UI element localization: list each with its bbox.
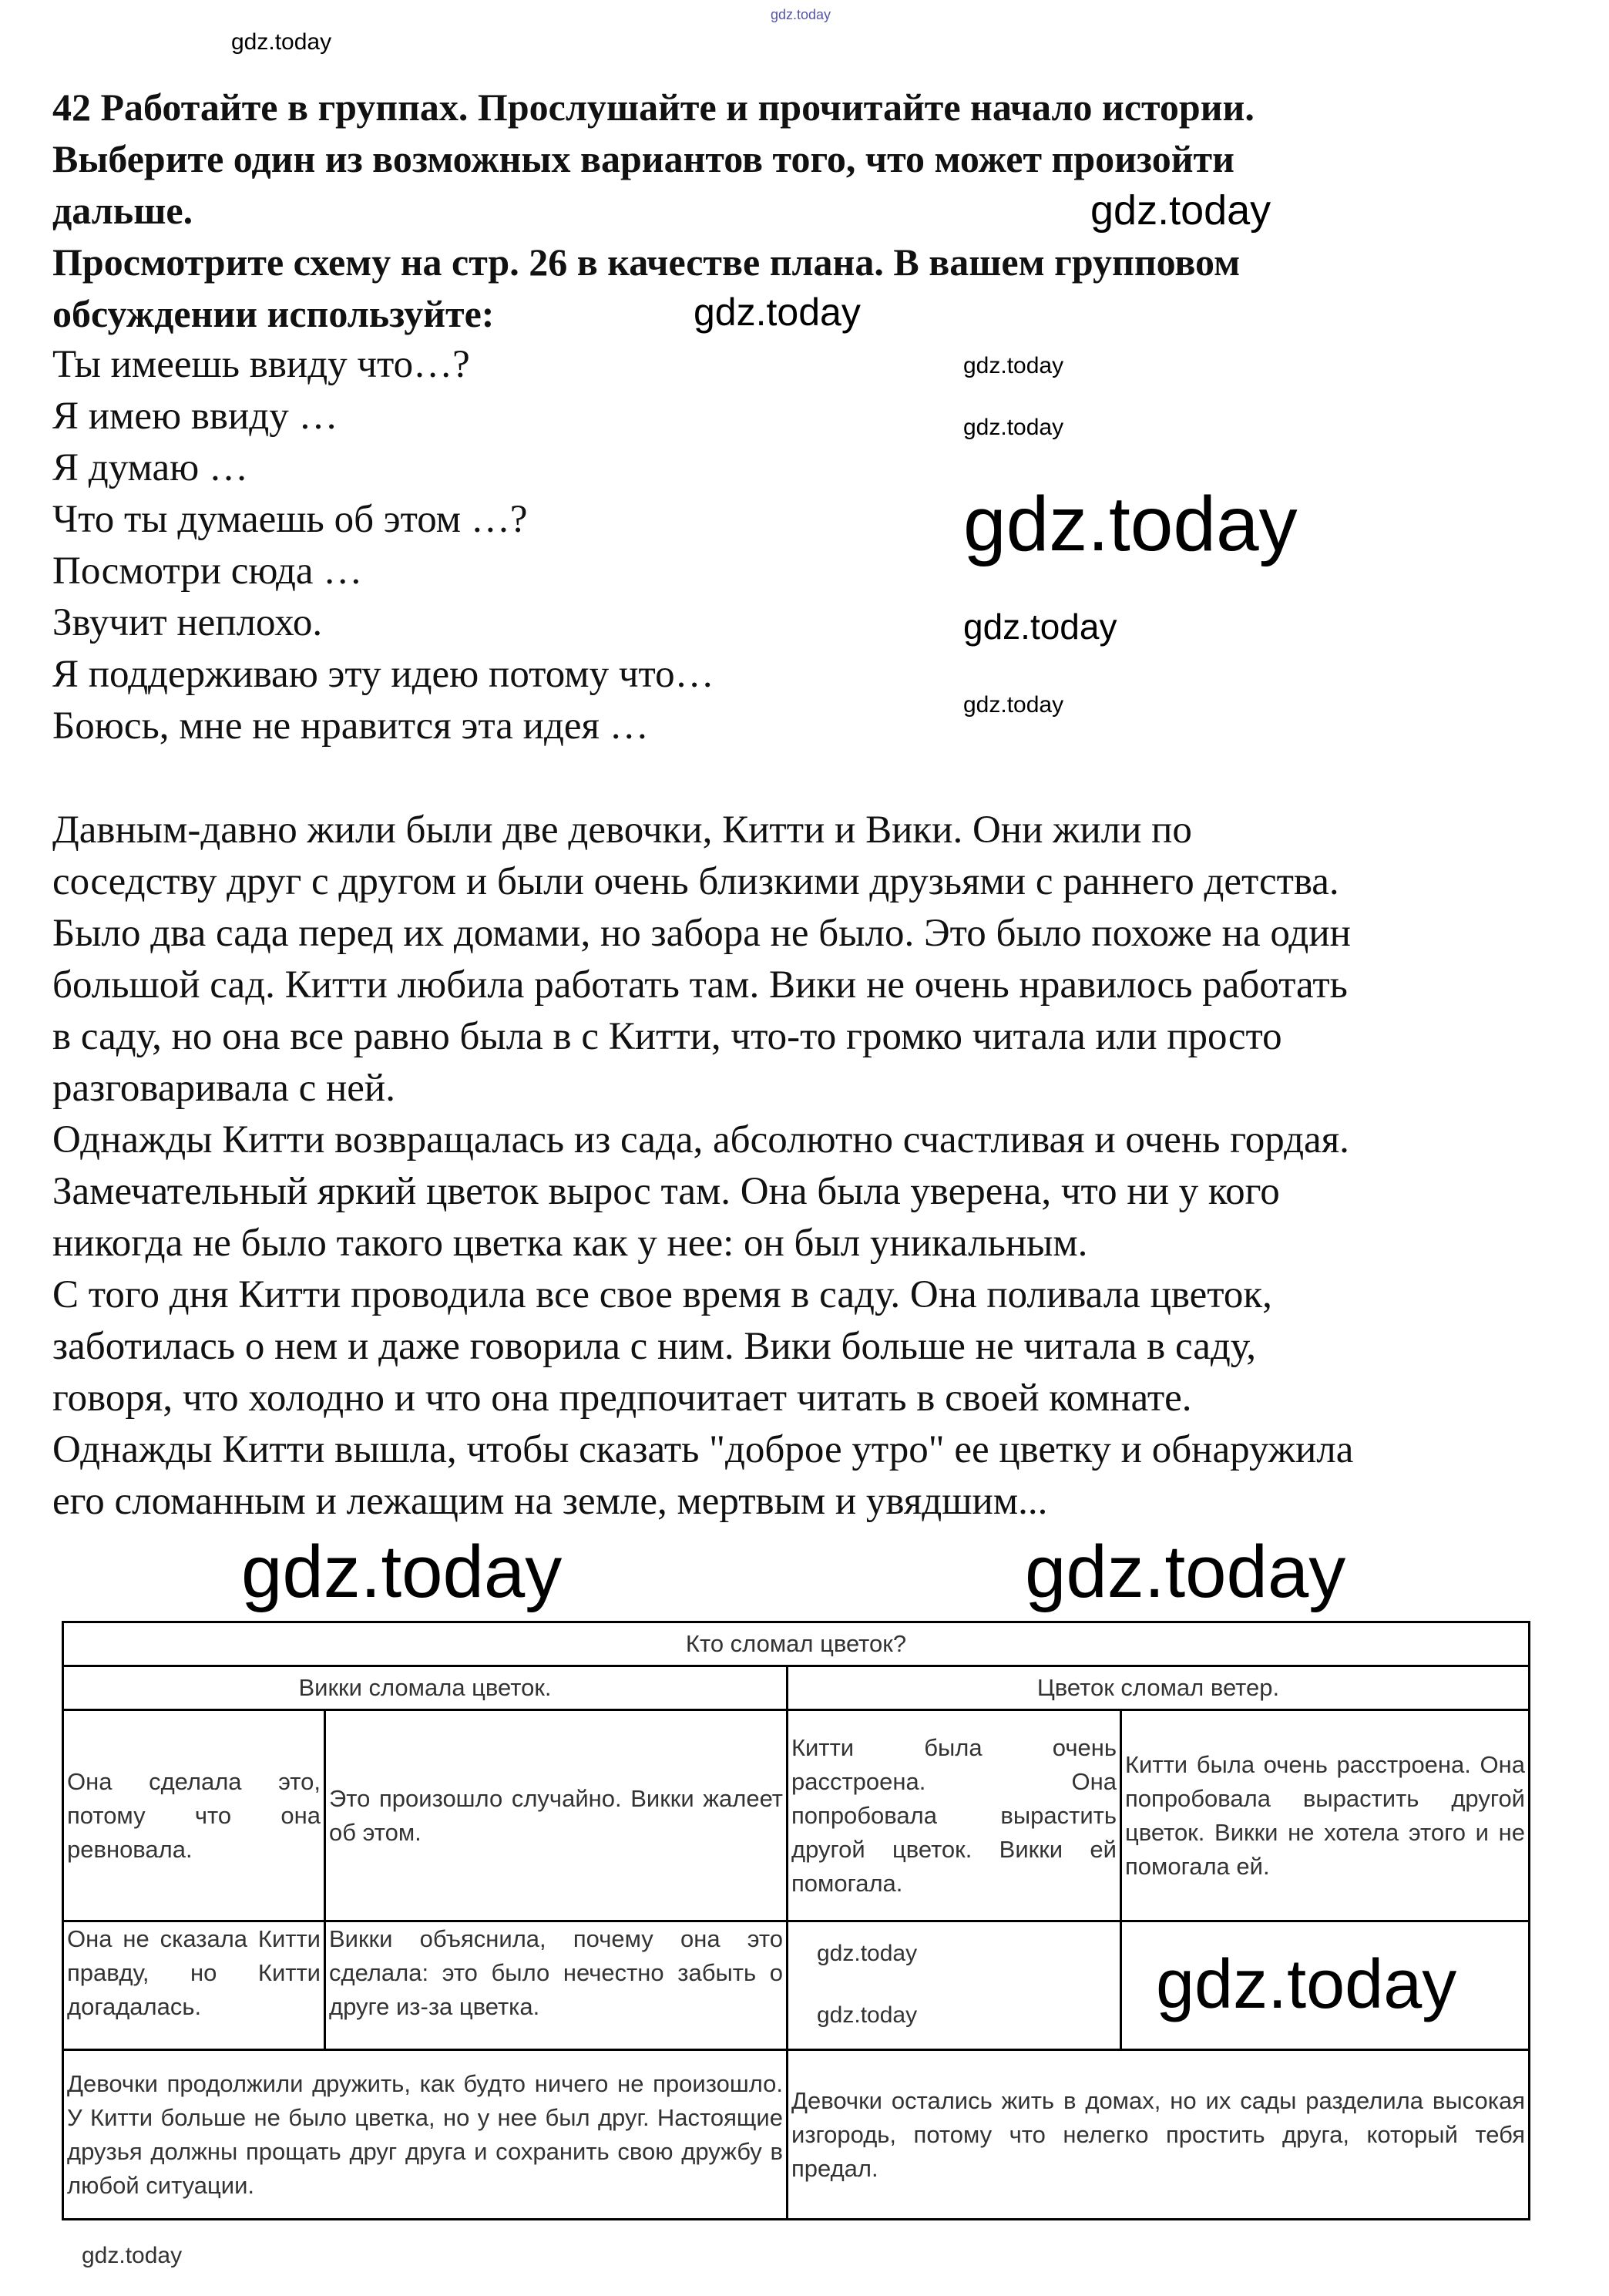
phrase: Я поддерживаю эту идею потому что… xyxy=(52,653,714,696)
watermark: gdz.today xyxy=(817,2002,918,2028)
table-cell: Девочки остались жить в домах, но их сады разделила высокая изгородь, потому что нелегко простить друга, который тебя предал. xyxy=(786,2049,1530,2220)
phrase: Звучит неплохо. xyxy=(52,601,323,644)
discussion-phrases xyxy=(52,339,714,752)
phrase: Я имею ввиду … xyxy=(52,395,338,438)
table-cell: Китти была очень расстроена. Она попробовала вырастить другой цветок. Викки не хотела этого и не помогала ей. xyxy=(1120,1709,1530,1922)
watermark: gdz.today xyxy=(1025,1531,1346,1613)
table-cell: Девочки продолжили дружить, как будто ничего не произошло. У Китти больше не было цветка, но у нее был друг. Настоящие друзья должны прощать друг друга и сохранить свою дружбу в любой ситуации. xyxy=(62,2049,788,2220)
watermark: gdz.today xyxy=(1156,1946,1457,2023)
watermark: gdz.today xyxy=(963,353,1064,378)
table-title: Кто сломал цветок? xyxy=(62,1621,1530,1667)
table-cell: Викки объяснила, почему она это сделала: это было нечестно забыть о друге из-за цветка. xyxy=(324,1920,788,2051)
phrase: Посмотри сюда … xyxy=(52,550,363,593)
watermark: gdz.today xyxy=(694,291,861,334)
watermark: gdz.today xyxy=(963,481,1298,567)
watermark: gdz.today xyxy=(771,7,831,22)
watermark: gdz.today xyxy=(817,1941,918,1966)
table-cell: Она сделала это, потому что она ревновала. xyxy=(62,1709,326,1922)
table-cell: Она не сказала Китти правду, но Китти догадалась. xyxy=(62,1920,326,2051)
watermark: gdz.today xyxy=(963,692,1064,718)
watermark: gdz.today xyxy=(241,1531,563,1613)
watermark: gdz.today xyxy=(82,2243,183,2268)
branch-right: Цветок сломал ветер. xyxy=(786,1665,1530,1711)
phrase: Ты имеешь ввиду что…? xyxy=(52,343,470,386)
phrase: Я думаю … xyxy=(52,446,248,489)
watermark: gdz.today xyxy=(963,607,1117,647)
watermark: gdz.today xyxy=(231,29,332,55)
watermark: gdz.today xyxy=(963,415,1064,440)
table-cell-empty xyxy=(786,1920,1122,2051)
phrase: Что ты думаешь об этом …? xyxy=(52,498,528,541)
table-cell: Китти была очень расстроена. Она попробовала вырастить другой цветок. Викки ей помогала. xyxy=(786,1709,1122,1922)
phrase: Боюсь, мне не нравится эта идея … xyxy=(52,704,649,748)
story-text: Давным-давно жили были две девочки, Китти и Вики. Они жили по соседству друг с другом и были очень близкими друзьями с раннего детства. Было два сада перед их домами, но забора не было. Это было похоже на один большой сад. Китти любила работать там. Вики не очень нравилось работать в саду, но она все равно была в с Китти, что-то громко читала или просто разговаривала с ней. Однажды Китти возвращалась из сада, абсолютно счастливая и очень гордая. Замечательный яркий цветок вырос там. Она была уверена, что ни у кого никогда не было такого цветка как у нее: он был уникальным. С того дня Китти проводила все свое время в саду. Она поливала цветок, заботилась о нем и даже говорила с ним. Вики больше не читала в саду, говоря, что холодно и что она предпочитает читать в своей комнате. Однажды Китти вышла, чтобы сказать "доброе утро" ее цветку и обнаружила его сломанным и лежащим на земле, мертвым и увядшим... xyxy=(52,808,1354,1523)
table-cell: Это произошло случайно. Викки жалеет об этом. xyxy=(324,1709,788,1922)
watermark: gdz.today xyxy=(1090,187,1271,234)
branch-left: Викки сломала цветок. xyxy=(62,1665,788,1711)
exercise-heading: 42 Работайте в группах. Прослушайте и прочитайте начало истории. Выберите один из возможных вариантов того, что может произойти дальше. Просмотрите схему на стр. 26 в качестве плана. В вашем групповом обсуждении используйте: xyxy=(52,86,1255,335)
